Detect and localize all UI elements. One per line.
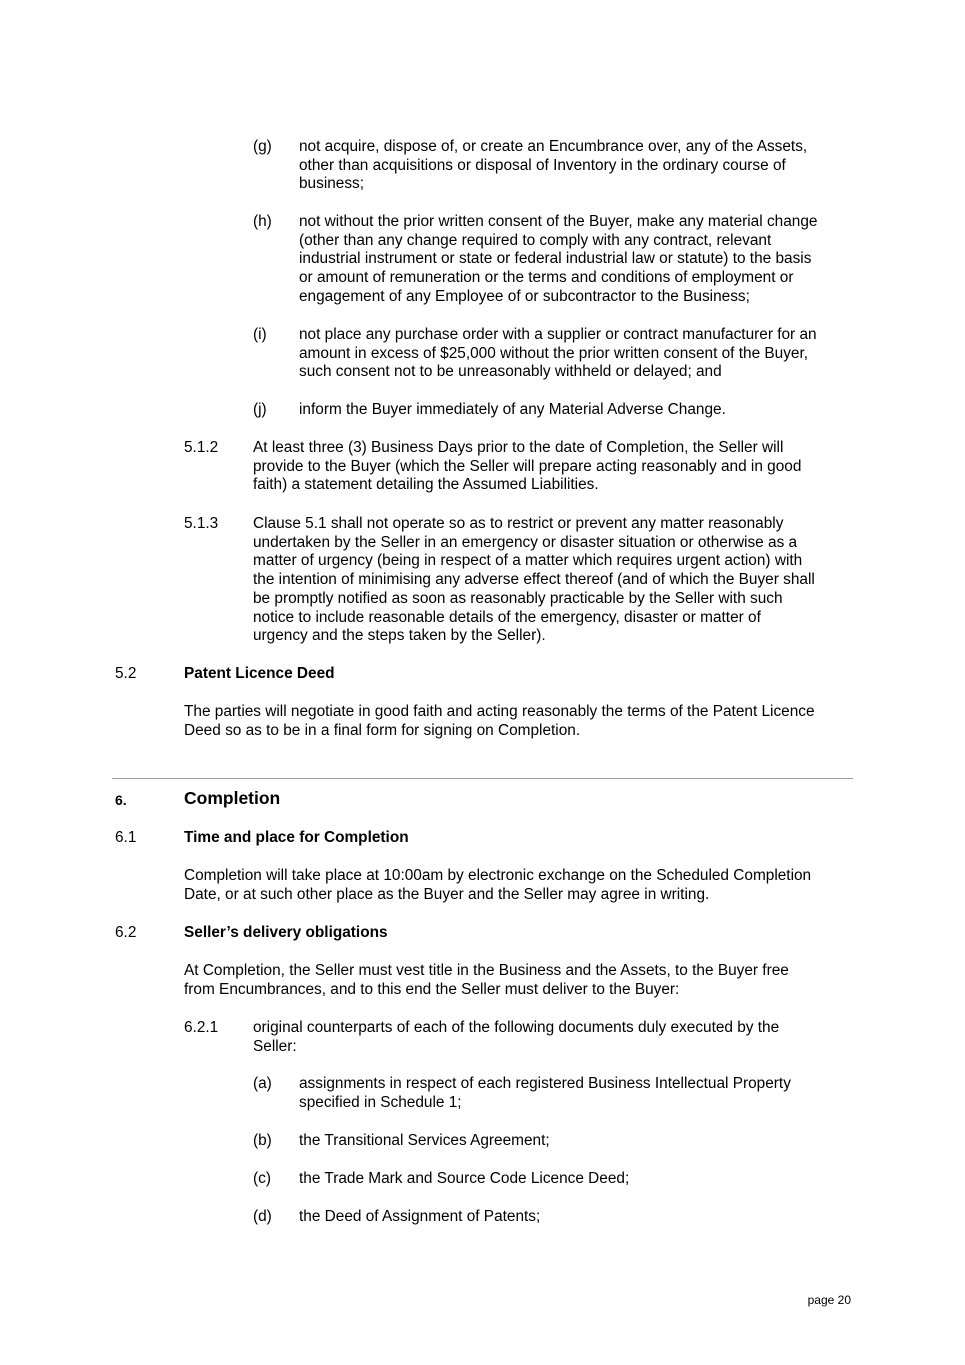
clause-number: 5.1.2: [184, 439, 219, 456]
section-number: 6.1: [115, 829, 137, 846]
item-label: (i): [253, 326, 267, 343]
item-text: the Trade Mark and Source Code Licence Deed;: [299, 1170, 630, 1187]
clause-number: 6.2.1: [184, 1019, 219, 1036]
clause-text: original counterparts of each of the following documents duly executed by the Seller:: [253, 1019, 780, 1055]
item-label: (c): [253, 1170, 271, 1187]
item-text: the Deed of Assignment of Patents;: [299, 1208, 541, 1225]
clause-number: 5.1.3: [184, 515, 219, 532]
item-text: not without the prior written consent of the Buyer, make any material change (other than any change required to comply with any contract, relevant industrial instrument or state or federal industrial law or statute) to the basis or amount of remuneration or the terms and conditions of employment or engagement of any Employee of or subcontractor to the Business;: [299, 213, 818, 305]
item-text: not acquire, dispose of, or create an Encumbrance over, any of the Assets, other than acquisitions or disposal of Inventory in the ordinary course of business;: [299, 138, 808, 193]
item-label: (d): [253, 1208, 272, 1225]
section-number: 6.: [115, 792, 127, 808]
page-number: page 20: [807, 1293, 851, 1307]
paragraph: The parties will negotiate in good faith and acting reasonably the terms of the Patent Licence Deed so as to be in a final form for signing on Completion.: [184, 703, 815, 739]
section-number: 6.2: [115, 924, 137, 941]
section-heading: Patent Licence Deed: [184, 665, 335, 682]
paragraph: Completion will take place at 10:00am by electronic exchange on the Scheduled Completion Date, or at such other place as the Buyer and the Seller may agree in writing.: [184, 867, 812, 903]
section-divider: [112, 778, 853, 779]
item-label: (h): [253, 213, 272, 230]
item-text: the Transitional Services Agreement;: [299, 1132, 550, 1149]
item-label: (b): [253, 1132, 272, 1149]
paragraph: At Completion, the Seller must vest title in the Business and the Assets, to the Buyer free from Encumbrances, and to this end the Seller must deliver to the Buyer:: [184, 962, 789, 998]
item-text: inform the Buyer immediately of any Material Adverse Change.: [299, 401, 726, 418]
item-label: (g): [253, 138, 272, 155]
item-label: (a): [253, 1075, 272, 1092]
section-heading: Completion: [184, 788, 281, 808]
section-heading: Time and place for Completion: [184, 829, 409, 846]
section-number: 5.2: [115, 665, 137, 682]
section-heading: Seller’s delivery obligations: [184, 924, 388, 941]
item-text: not place any purchase order with a supplier or contract manufacturer for an amount in excess of $25,000 without the prior written consent of the Buyer, such consent not to be unreasonably withheld or delayed; and: [299, 326, 817, 381]
item-text: assignments in respect of each registered Business Intellectual Property specified in Schedule 1;: [299, 1075, 791, 1111]
clause-text: Clause 5.1 shall not operate so as to restrict or prevent any matter reasonably undertaken by the Seller in an emergency or disaster situation or otherwise as a matter of urgency (being in respect of a matter which requires urgent action) with the intention of minimising any adverse effect thereof (and of which the Buyer shall be promptly notified as soon as reasonably practicable by the Seller with such notice to include reasonable details of the emergency, disaster or matter of urgency and the steps taken by the Seller).: [253, 515, 815, 645]
item-label: (j): [253, 401, 267, 418]
clause-text: At least three (3) Business Days prior to the date of Completion, the Seller will provide to the Buyer (which the Seller will prepare acting reasonably and in good faith) a statement detailing the Assumed Liabilities.: [253, 439, 802, 494]
